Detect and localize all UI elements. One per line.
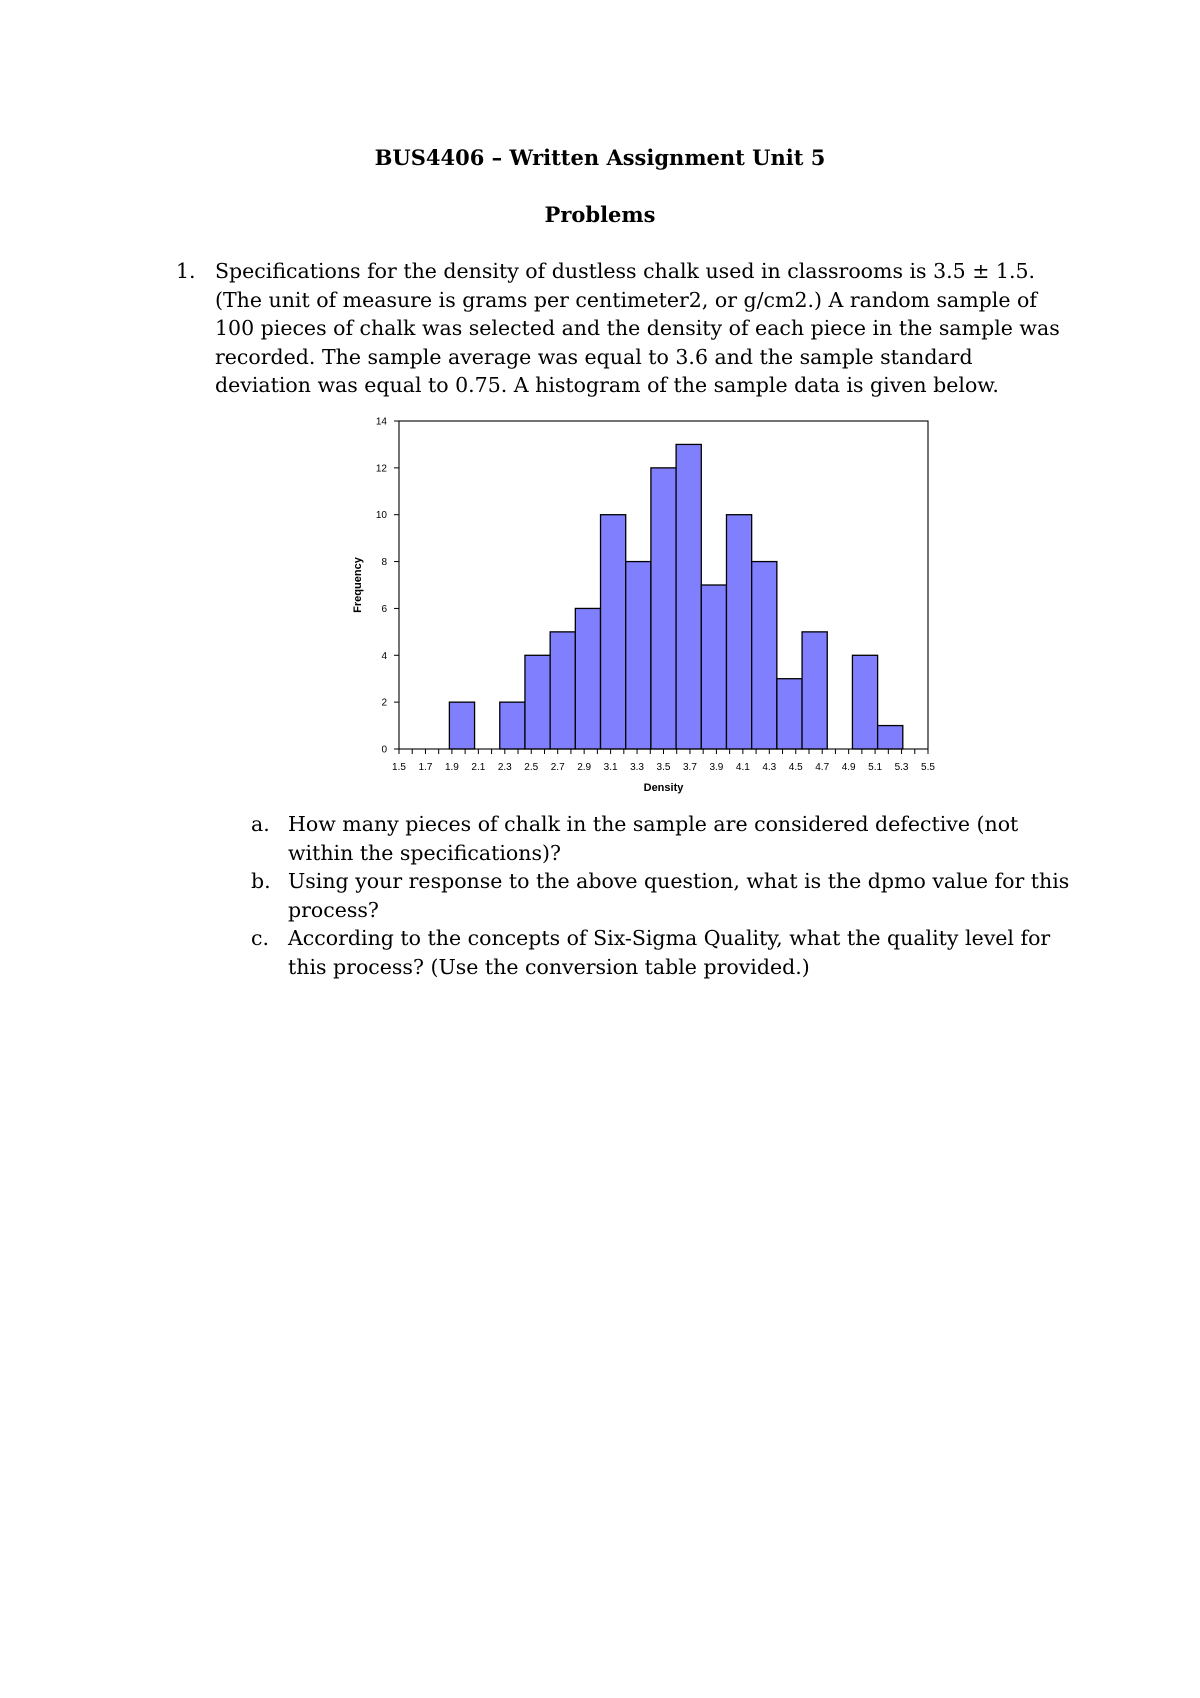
histogram-bar [651, 468, 676, 749]
question-c [251, 924, 1081, 981]
x-tick-label: 4.3 [762, 762, 777, 773]
y-tick-label: 8 [381, 557, 387, 569]
question-a [251, 810, 1081, 867]
x-tick-label: 2.7 [550, 762, 565, 773]
problem-line: Specifications for the density of dustless chalk used in classrooms is 3.5 ± 1.5. [215, 259, 1036, 283]
x-tick-label: 4.1 [735, 762, 750, 773]
question-letter: a. [251, 812, 270, 836]
x-tick-label: 3.7 [682, 762, 697, 773]
x-tick-label: 3.3 [630, 762, 645, 773]
question-line: Using your response to the above question, what is the dpmo value for this [288, 869, 1070, 893]
histogram-bar [777, 679, 802, 749]
x-tick-label: 4.7 [815, 762, 830, 773]
histogram-svg [350, 410, 940, 800]
x-tick-label: 1.5 [392, 762, 406, 773]
histogram-bar [852, 655, 877, 749]
histogram-bar [676, 444, 701, 749]
x-tick-label: 5.1 [868, 762, 883, 773]
problem-line: 100 pieces of chalk was selected and the density of each piece in the sample was [215, 316, 1060, 340]
problem-text [215, 257, 1075, 400]
question-line: process? [288, 897, 379, 922]
sub-questions [251, 810, 1081, 981]
histogram-chart [350, 410, 940, 800]
x-tick-label: 5.3 [894, 762, 909, 773]
y-tick-label: 14 [375, 416, 387, 428]
document-title: BUS4406 – Written Assignment Unit 5 [374, 145, 826, 170]
question-text [288, 810, 1081, 867]
histogram-bar [525, 655, 550, 749]
x-tick-label: 3.1 [603, 762, 618, 773]
histogram-bar [752, 562, 777, 749]
problem-line: deviation was equal to 0.75. A histogram of the sample data is given below. [215, 373, 999, 397]
question-b [251, 867, 1081, 924]
y-tick-label: 12 [375, 463, 387, 475]
question-line: According to the concepts of Six-Sigma Quality, what the quality level for [288, 926, 1051, 950]
question-text [288, 867, 1081, 924]
x-tick-label: 2.3 [497, 762, 512, 773]
y-tick-label: 6 [381, 603, 387, 615]
question-letter: b. [251, 869, 271, 893]
histogram-bar [550, 632, 575, 749]
histogram-bar [802, 632, 827, 749]
y-tick-label: 4 [381, 650, 387, 662]
problem-number: 1. [176, 259, 196, 283]
x-tick-label: 4.9 [841, 762, 856, 773]
question-letter: c. [251, 926, 269, 950]
x-tick-label: 1.7 [418, 762, 433, 773]
y-tick-label: 10 [375, 510, 387, 522]
y-axis-label: Frequency [352, 557, 364, 613]
histogram-bar [626, 562, 651, 749]
question-line: How many pieces of chalk in the sample are considered defective (not [288, 812, 1019, 836]
question-line: this process? (Use the conversion table provided.) [288, 954, 810, 979]
y-tick-label: 0 [381, 744, 387, 756]
y-tick-label: 2 [381, 697, 387, 709]
x-tick-label: 3.5 [656, 762, 671, 773]
problem-line: recorded. The sample average was equal to 3.6 and the sample standard [215, 344, 973, 369]
x-tick-label: 2.9 [577, 762, 592, 773]
histogram-bar [500, 702, 525, 749]
problem-line: (The unit of measure is grams per centimeter2, or g/cm2.) A random sample of [215, 287, 1037, 312]
x-tick-label: 2.5 [524, 762, 539, 773]
question-line: within the specifications)? [288, 840, 561, 865]
question-text [288, 924, 1081, 981]
histogram-bar [701, 585, 726, 749]
histogram-bar [449, 702, 474, 749]
histogram-bar [878, 726, 903, 749]
x-tick-label: 2.1 [471, 762, 486, 773]
x-tick-label: 3.9 [709, 762, 724, 773]
x-tick-label: 5.5 [921, 762, 935, 773]
histogram-bar [726, 515, 751, 749]
x-tick-label: 4.5 [788, 762, 803, 773]
histogram-bar [601, 515, 626, 749]
histogram-bar [575, 608, 600, 749]
x-axis-label: Density [643, 782, 684, 794]
section-title: Problems [544, 202, 656, 227]
x-tick-label: 1.9 [444, 762, 459, 773]
